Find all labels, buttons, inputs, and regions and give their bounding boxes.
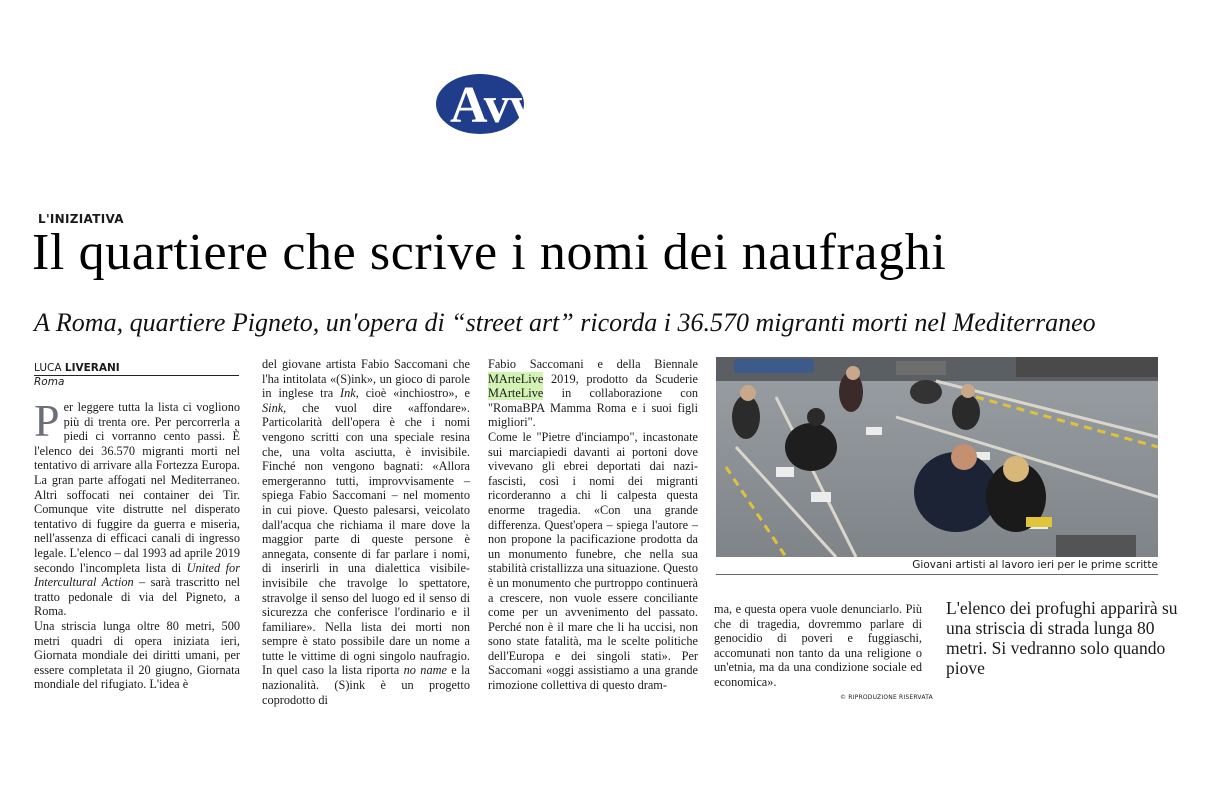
col1-text-b: – sarà trascritto nel tratto pedonale di via del Pigneto, a Roma. (34, 575, 240, 619)
masthead-logo (430, 66, 670, 142)
col2-text-b: , cioè «inchiostro», e (355, 386, 470, 401)
drop-cap: P (34, 395, 60, 446)
article-photo (716, 357, 1158, 557)
col2-italic-sink: Sink (262, 400, 284, 415)
col2-text-a: del giovane artista Fabio Saccomani che l'ha intitolata «(S)ink», un gioco di parole in inglese tra (262, 357, 470, 401)
pull-quote: L'elenco dei profughi apparirà su una striscia di strada lunga 80 metri. Si vedranno solo quando piove (946, 598, 1178, 678)
col2-text-c: , che vuol dire «affondare». Particolarità dell'opera è che i nomi vengono scritti con una speciale resina che, una volta asciutta, è invisibile. Finché non vengono bagnati: «Allora emergeranno tutti, improvvisamente – spiega Fabio Saccomani – nel momento in cui piove. Questo palesarsi, veicolato dall'acqua che richiama il mare dove la maggior parte di queste persone è annegata, consente di far parlare i nomi, di inserirli in una dialettica visibile-invisibile che travolge lo spettatore, stravolge il senso del luogo ed il senso di sicurezza che conferisce l'ordinario e il familiare». Nella lista dei morti non sempre è stato possibile dare un nome a tutte le vittime di ogni singolo naufragio. In quel caso la lista riporta (262, 400, 470, 678)
article-column-2 (262, 357, 470, 707)
column-1-paragraph-1 (34, 395, 240, 619)
article-subheadline: A Roma, quartiere Pigneto, un'opera di “street art” ricorda i 36.570 migranti morti nel Mediterraneo (34, 308, 1096, 337)
article-dateline: Roma (34, 376, 65, 388)
column-2-paragraph (262, 357, 470, 707)
photo-caption: Giovani artisti al lavoro ieri per le prime scritte (716, 557, 1158, 575)
column-4-paragraph: ma, e questa opera vuole denunciarlo. Più che di tragedia, dovremmo parlare di genocidio di poveri e fuggiaschi, accomunati non tanto da una religione o un'etnia, ma da una condizione sociale ed economica». (714, 602, 922, 689)
col3-text-a: Fabio Saccomani e della Biennale (488, 357, 698, 371)
article-column-4 (714, 602, 922, 690)
column-1-paragraph-2: Una striscia lunga oltre 80 metri, 500 metri quadri di opera iniziata ieri, Giornata mondiale dei diritti umani, per essere completata il 20 giugno, Giornata mondiale del rifugiato. L'idea è (34, 618, 240, 692)
column-3-paragraph-2: Come le "Pietre d'inciampo", incastonate sui marciapiedi davanti ai portoni dove vivevano gli ebrei deportati dai nazi-fascisti, così i nomi dei migranti ricorderanno a chi li calpesta questa enorme tragedia. «Con una grande differenza. Quest'opera – spiega l'autore – non propone la pacificazione prodotta da un monumento funebre, che nella sua stabilità cristallizza una situazione. Questo è un monumento che purtroppo continuerà a crescere, non vuole essere conciliante come per un avvenimento del passato. Perché non è il mare che li ha uccisi, non sono state fatalità, ma le scelte politiche dell'Europa e dei singoli stati». Per Saccomani «oggi assistiamo a una grande rimozione collettiva di questo dram- (488, 429, 699, 693)
byline-firstname: LUCA (34, 362, 62, 374)
article-column-1 (34, 395, 240, 692)
col1-italic-org: United for Intercultural Action (34, 560, 240, 590)
col2-italic-noname: no name (403, 663, 447, 678)
highlight-martelive-2: MArteLive (488, 386, 544, 401)
article-column-3 (488, 357, 698, 693)
byline-surname: LIVERANI (64, 362, 120, 374)
col1-text-a: er leggere tutta la lista ci vogliono più di trenta ore. Per percorrerla a piedi ci vorranno cento passi. È l'elenco dei 36.570 migranti morti nel tentativo di arrivare alla Fortezza Europa. La gran parte affogati nel Mediterraneo. Altri soffocati nei container dei Tir. Comunque vite distrutte nel disperato tentativo di fuggire da guerra e miseria, nell'assenza di efficaci canali di ingresso legale. L'elenco – dal 1993 ad aprile 2019 secondo l'incompleta lista di (34, 400, 240, 575)
article-byline (34, 362, 239, 376)
col2-italic-ink: Ink (340, 386, 356, 401)
article-headline: Il quartiere che scrive i nomi dei naufraghi (32, 224, 947, 281)
article-kicker: L'INIZIATIVA (38, 212, 124, 226)
col3-text-c: in collaborazione con "RomaBPA Mamma Roma e i suoi figli migliori". (488, 386, 698, 430)
logo-text: Avvenire (450, 77, 648, 134)
column-3-paragraph-1 (488, 357, 698, 430)
highlight-martelive-1: MArteLive (488, 371, 544, 386)
col2-text-d: e la nazionalità. (S)ink è un progetto coprodotto di (262, 663, 471, 707)
col3-text-b: 2019, prodotto da Scuderie (543, 371, 698, 386)
copyright-note: © RIPRODUZIONE RISERVATA (840, 694, 933, 701)
